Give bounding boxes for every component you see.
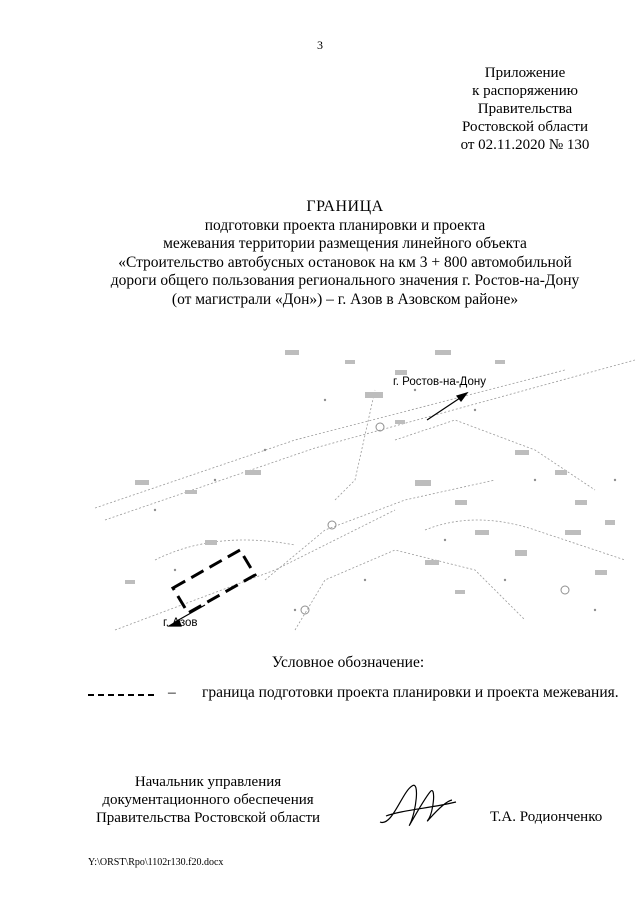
handwritten-signature xyxy=(372,772,462,842)
signer-name: Т.А. Родионченко xyxy=(490,809,603,825)
dashed-line-symbol xyxy=(88,694,154,696)
document-title xyxy=(40,198,640,310)
appendix-header xyxy=(440,64,610,154)
signer-line: документационного обеспечения xyxy=(102,792,314,808)
page-number: 3 xyxy=(317,38,323,52)
label-rostov: г. Ростов-на-Дону xyxy=(393,376,486,388)
title-line: дороги общего пользования регионального значения г. Ростов-на-Дону xyxy=(110,272,580,290)
map-buildings xyxy=(125,350,615,594)
legend-separator: – xyxy=(168,684,176,701)
title-heading: ГРАНИЦА xyxy=(306,198,384,215)
title-line: «Строительство автобусных остановок на км 3 + 800 автомобильной xyxy=(118,253,572,271)
signer-line: Правительства Ростовской области xyxy=(95,810,321,826)
map-dots xyxy=(154,389,616,614)
appendix-line: Правительства xyxy=(477,101,573,117)
appendix-date-number: от 02.11.2020 № 130 xyxy=(460,137,590,153)
title-line: подготовки проекта планировки и проекта xyxy=(204,216,486,234)
map-drawing xyxy=(95,330,635,650)
appendix-line: Приложение xyxy=(484,65,566,81)
legend-row xyxy=(88,684,628,708)
road-lines xyxy=(95,360,635,630)
legend-description: граница подготовки проекта планировки и проекта межевания. xyxy=(202,684,619,701)
appendix-line: к распоряжению xyxy=(472,83,578,99)
signer-line: Начальник управления xyxy=(134,774,282,790)
signature-drawing xyxy=(372,772,462,842)
boundary-map xyxy=(95,330,635,650)
signer-position xyxy=(88,773,328,827)
label-azov: г. Азов xyxy=(163,617,198,629)
title-line: (от магистрали «Дон») – г. Азов в Азовском районе» xyxy=(171,290,519,308)
appendix-line: Ростовской области xyxy=(462,119,588,135)
title-line: межевания территории размещения линейного объекта xyxy=(163,235,527,253)
project-boundary xyxy=(173,550,255,613)
file-path: Y:\ORST\Rpo\1102r130.f20.docx xyxy=(88,857,224,868)
legend-title: Условное обозначение: xyxy=(271,654,425,671)
